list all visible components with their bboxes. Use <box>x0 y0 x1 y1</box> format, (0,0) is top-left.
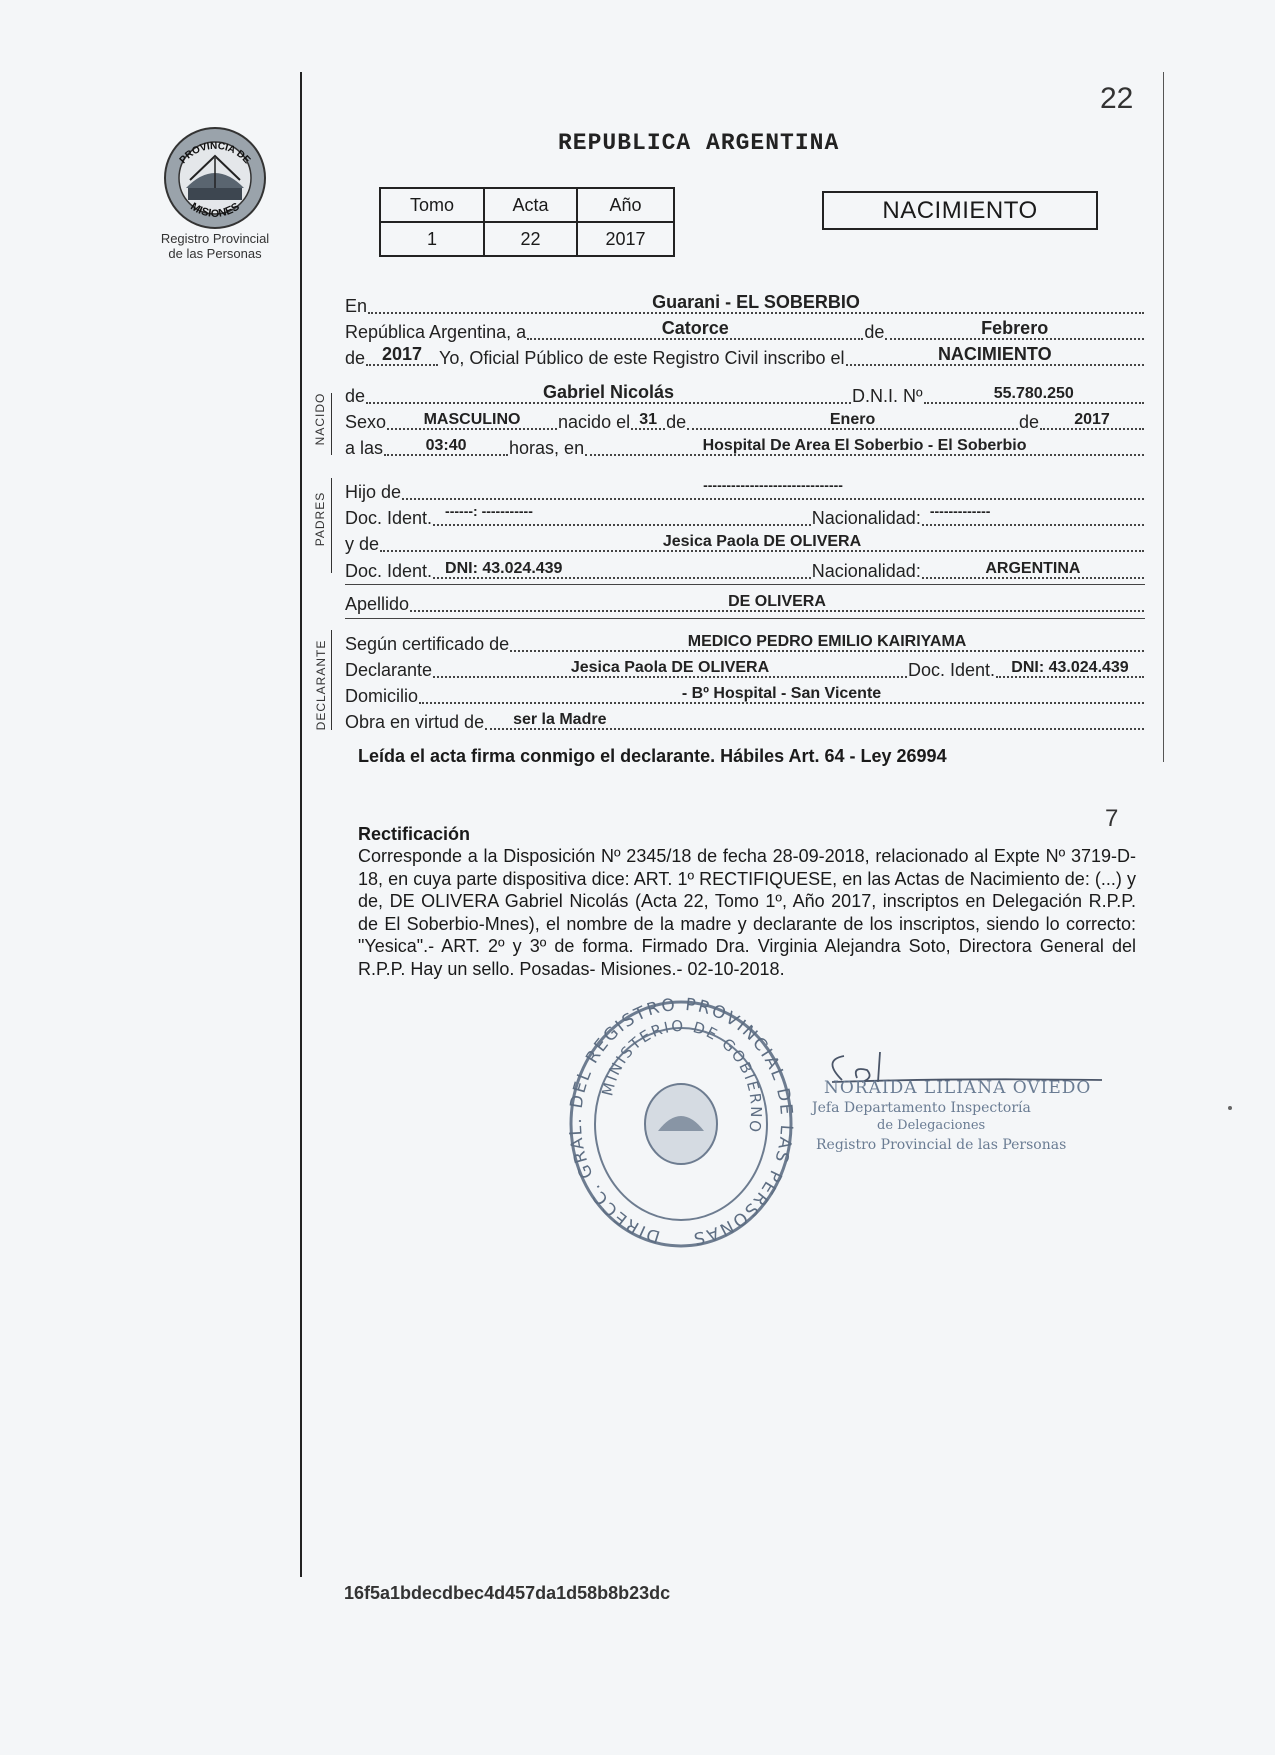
signature-block <box>812 1048 1112 1178</box>
section-label-declarante: DECLARANTE <box>314 639 328 731</box>
label-madre-nac: Nacionalidad: <box>811 561 921 581</box>
value-obra: ser la Madre <box>513 711 607 728</box>
label-certificado: Según certificado de <box>345 634 510 654</box>
value-sexo: MASCULINO <box>423 411 521 428</box>
label-nacido-el: nacido el <box>558 412 631 432</box>
logo-caption <box>150 231 280 261</box>
row-nacido-sexo <box>345 408 1145 433</box>
value-anio: 2017 <box>577 222 674 256</box>
row-obra <box>345 708 1145 733</box>
label-obra: Obra en virtud de <box>345 712 485 732</box>
official-stamp <box>566 996 796 1251</box>
row-nacido-name <box>345 382 1145 407</box>
record-table <box>379 187 675 257</box>
nacido-rule <box>331 393 332 455</box>
label-dni: D.N.I. Nº <box>851 386 923 406</box>
row-declarante <box>345 656 1145 681</box>
svg-text:PROVINCIA DE: PROVINCIA DE <box>177 140 253 167</box>
value-year: 2017 <box>382 344 423 364</box>
rectificacion-body: Corresponde a la Disposición Nº 2345/18 de fecha 28-09-2018, relacionado al Expte Nº 3719-D-18, en cuya parte dispositiva dice: ART. 1º RECTIFIQUESE, en las Actas de Nacimiento de: (...) y de, DE OLIVERA Gabriel Nicolás (Acta 22, Tomo 1º, Año 2017, inscriptos en Delegación R.P.P. de El Soberbio-Mnes), el nombre de la madre y declarante de los inscriptos, siendo lo correcto: "Yesica".- ART. 2º y 3º de forma. Firmado Dra. Virginia Alejandra Soto, Directora General del R.P.P. Hay un sello. Posadas- Misiones.- 02-10-2018. <box>358 846 1136 979</box>
logo-caption-line-1: Registro Provincial <box>160 231 270 246</box>
value-nacido-anio: 2017 <box>1074 411 1110 428</box>
label-de: de <box>864 322 885 342</box>
section-label-padres: PADRES <box>313 491 327 547</box>
value-declarante-doc: DNI: 43.024.439 <box>1011 659 1129 676</box>
label-de-year: de <box>345 348 366 368</box>
value-event: NACIMIENTO <box>937 344 1052 364</box>
row-year <box>345 344 1145 369</box>
value-certificado: MEDICO PEDRO EMILIO KAIRIYAMA <box>687 633 967 650</box>
declarante-rule <box>331 630 332 730</box>
label-en: En <box>345 296 368 316</box>
paper-speck <box>1228 1106 1232 1110</box>
signature-role-1: Jefa Departamento Inspectoría <box>812 1100 1031 1116</box>
row-domicilio <box>345 682 1145 707</box>
row-padre-doc <box>345 504 1145 529</box>
value-nacido-dni: 55.780.250 <box>993 385 1074 402</box>
label-hijo-de: Hijo de <box>345 482 402 502</box>
section-label-nacido: NACIDO <box>313 392 327 446</box>
label-yo: Yo, Oficial Público de este Registro Civil inscribo el <box>439 348 845 368</box>
value-hora: 03:40 <box>425 437 467 454</box>
value-declarante: Jesica Paola DE OLIVERA <box>570 659 770 676</box>
row-certificado <box>345 630 1145 655</box>
value-acta: 22 <box>484 222 577 256</box>
signature-name: NORAIDA LILIANA OVIEDO <box>824 1078 1092 1098</box>
value-nacido-name: Gabriel Nicolás <box>542 382 675 402</box>
label-sexo: Sexo <box>345 412 387 432</box>
page-number: 22 <box>1100 82 1134 115</box>
value-tomo: 1 <box>380 222 484 256</box>
label-padre-nac: Nacionalidad: <box>811 508 921 528</box>
logo-caption-line-2: de las Personas <box>168 246 262 261</box>
label-de-nacido: de <box>345 386 366 406</box>
left-margin-rule <box>300 72 302 1577</box>
label-a-las: a las <box>345 438 384 458</box>
header-acta: Acta <box>484 188 577 222</box>
row-y-de <box>345 530 1145 555</box>
label-apellido: Apellido <box>345 594 410 614</box>
closing-line: Leída el acta firma conmigo el declarante. Hábiles Art. 64 - Ley 26994 <box>358 746 947 766</box>
label-de-anio: de <box>1018 412 1039 432</box>
act-type-box: NACIMIENTO <box>822 191 1098 230</box>
document-title: REPUBLICA ARGENTINA <box>558 130 840 156</box>
row-apellido <box>345 590 1145 615</box>
signature-role-3: Registro Provincial de las Personas <box>816 1137 1067 1153</box>
value-nacido-mes: Enero <box>829 411 876 428</box>
row-nacido-hora <box>345 434 1145 459</box>
label-republica: República Argentina, a <box>345 322 527 342</box>
label-padre-doc: Doc. Ident. <box>345 508 433 528</box>
svg-text:DIRECC. GRAL. DEL REGISTRO PRO: DIRECC. GRAL. DEL REGISTRO PROVINCIAL DE LAS PERSONAS <box>566 996 796 1249</box>
value-day: Catorce <box>661 318 729 338</box>
svg-text:MISIONES: MISIONES <box>188 200 242 220</box>
value-lugar: Hospital De Area El Soberbio - El Soberbio <box>702 437 1027 454</box>
label-declarante-doc: Doc. Ident. <box>907 660 995 680</box>
row-place <box>345 292 1145 317</box>
label-de-mes: de <box>666 412 687 432</box>
header-anio: Año <box>577 188 674 222</box>
value-place: Guarani - EL SOBERBIO <box>652 292 860 312</box>
padres-rule <box>331 478 332 573</box>
row-date <box>345 318 1145 343</box>
value-domicilio: - Bº Hospital - San Vicente <box>681 685 882 702</box>
svg-text:MINISTERIO DE GOBIERNO: MINISTERIO DE GOBIERNO <box>598 1016 766 1136</box>
value-month: Febrero <box>981 318 1049 338</box>
label-madre-doc: Doc. Ident. <box>345 561 433 581</box>
value-apellido: DE OLIVERA <box>728 593 826 610</box>
value-padre-nac: ------------- <box>929 503 991 519</box>
row-hijo-de <box>345 478 1145 503</box>
label-domicilio: Domicilio <box>345 686 419 706</box>
rectificacion-title: Rectificación <box>358 824 471 844</box>
value-padre-doc: ------: ----------- <box>445 503 533 519</box>
label-declarante: Declarante <box>345 660 433 680</box>
padres-divider <box>345 584 1145 585</box>
signature-role-2: de Delegaciones <box>877 1118 986 1133</box>
value-madre: Jesica Paola DE OLIVERA <box>662 533 862 550</box>
value-padre: ------------------------------ <box>703 477 843 493</box>
annotation-number: 7 <box>1105 805 1119 832</box>
value-madre-doc: DNI: 43.024.439 <box>445 560 563 577</box>
row-madre-doc <box>345 557 1145 582</box>
document-hash: 16f5a1bdecdbec4d457da1d58b8b23dc <box>344 1583 671 1603</box>
header-tomo: Tomo <box>380 188 484 222</box>
label-horas-en: horas, en <box>509 438 585 458</box>
label-y-de: y de <box>345 534 380 554</box>
right-margin-rule <box>1163 72 1164 762</box>
province-logo <box>158 118 272 232</box>
apellido-divider <box>345 618 1145 619</box>
value-nacido-dia: 31 <box>639 411 657 428</box>
value-madre-nac: ARGENTINA <box>985 560 1081 577</box>
